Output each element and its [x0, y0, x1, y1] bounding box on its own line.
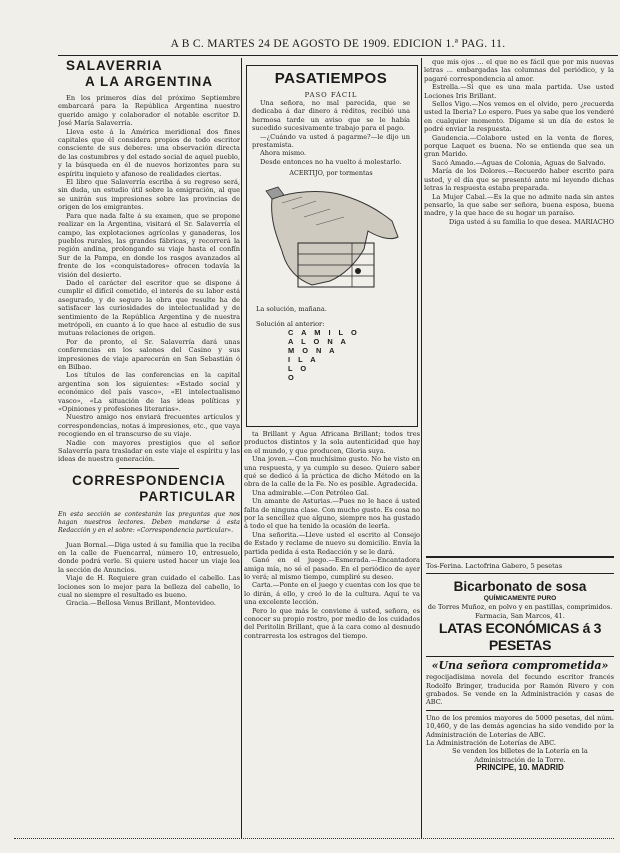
pasatiempos-title: PASATIEMPOS [274, 70, 388, 87]
article-paragraph: Los títulos de las conferencias en la capital argentina son los siguientes: «Estado social y económico del país vasco», «El intelectualismo vasco», «La situación de las ideas políticas y «Opiniones y profesiones literarias». [58, 371, 240, 414]
ad-line: Uno de los premios mayores de 5000 pesetas, del núm. 10,460, y de las demás agencias ha sido vendido por la Administración de Loterías de ABC. [426, 713, 614, 739]
rebus-caption: La solución, mañana. [256, 305, 327, 314]
column-rule-right [421, 58, 422, 838]
story-paragraph: —¿Cuándo va usted á pagarme?—le dijo un prestamista. [252, 132, 410, 150]
solution-row: O [288, 372, 297, 382]
article-paragraph: El libro que Salaverría escriba á su regreso será, sin duda, un estudio útil sobre la emigración, al que se unirán sus impresiones sobre las provincias de origen de los emigrantes. [58, 178, 240, 212]
reply-paragraph: Estrella.—Sí que es una mala partida. Use usted Lociones Iris Brillant. [424, 83, 614, 100]
hand-rebus-illustration [252, 179, 410, 299]
middle-column-text [244, 430, 420, 830]
solution-row: M O N A [288, 345, 338, 355]
article-title-line2: A LA ARGENTINA [85, 74, 213, 89]
section-title-line2: PARTICULAR [139, 488, 236, 504]
article-paragraph: Dado el carácter del escritor que se dispone á cumplir el difícil cometido, el interés de su labor está asegurado, y de seguro la obra que resulte ha de satisfacer las curiosidades de intelectualidad y de sentimiento de la República Argentina y de nuestra metrópoli, en cuanto á lo que hace al estudio de sus mutuas relaciones de origen. [58, 278, 240, 338]
reply-paragraph: Sellos Vigo.—Nos vemos en el olvido, pero ¿recuerda usted la Iberia? Lo espero. Pues ya sabe que los venderé en cualquier momento. Dígame si un día de estos le podré enviar la respuesta. [424, 100, 614, 134]
reply-paragraph: Juan Bornal.—Diga usted á su familia que la reciba en la calle de Fuencarral, número 10, entresuelo, donde podrá verle. Si quiere usted hacer un viaje lea la sección de Anuncios. [58, 540, 240, 574]
article-paragraph: Por de pronto, el Sr. Salaverría dará unas conferencias en los salones del Casino y sus impresiones de viaje aparecerán en San Sebastián ó en Bilbao. [58, 337, 240, 371]
reply-paragraph: Una admirable.—Con Petróleo Gal. [252, 488, 370, 497]
signature-line: Diga usted á su familia lo que desea. MARIACHO [448, 217, 614, 226]
column-rule-left [241, 58, 242, 838]
ad-line: Se venden los billetes de la Lotería en la Administración de la Torre. [452, 747, 588, 764]
solution-grid [288, 328, 410, 382]
ad-line: La Administración de Loterías de ABC. [426, 739, 556, 748]
reply-paragraph: Viaje de H. Requiere gran cuidado el cabello. Las lociones son lo mejor para la belleza del cabello, lo cual no siempre el resultado es bueno. [58, 574, 240, 600]
solution-row: I L A [288, 354, 319, 364]
ad-line: regocijadísima novela del fecundo escritor francés Rodolfo Bringer, traducida por Ramón Rivero y con grabados. Se vende en la Administración y casas de ABC. [426, 673, 614, 707]
section-divider [119, 468, 179, 469]
ad-bicarbonato-title: Bicarbonato de sosa [453, 579, 587, 594]
ad-rule [426, 656, 614, 657]
ad-quimicamente: QUÍMICAMENTE PURO [483, 595, 557, 602]
story-paragraph: Ahora mismo. [260, 149, 307, 158]
reply-paragraph: Pero lo que más le conviene á usted, señora, es conocer su propio rostro, por medio de los cuidados del Peritolin Brillant, que á la cara como al desnudo contrarresta los estragos del tiempo. [244, 606, 420, 640]
section-title-line1: CORRESPONDENCIA [72, 472, 226, 488]
ad-top-rule [426, 556, 614, 558]
pasatiempos-content [252, 70, 410, 382]
solution-row: C A M I L O [288, 327, 360, 337]
advert-block [426, 562, 614, 832]
reply-paragraph: Gaudencia.—Colabore usted en la venta de flores, porque Laquet es buena. No se entienda que sea un gran Marido. [424, 133, 614, 159]
article-paragraph: Nadie con mayores prestigios que el señor Salaverría para trasladar en este viaje el espíritu y las ideas de nuestra generación. [58, 438, 240, 464]
solution-row: A L O N A [288, 336, 349, 346]
solution-row: L O [288, 363, 310, 373]
ad-rule [426, 710, 614, 711]
ad-tos-ferina: Tos-Ferina. Lactofrina Gabero, 5 pesetas [426, 562, 563, 570]
ad-line: de Torres Muñoz, en polvo y en pastillas, comprimidos. Farmacia, San Marcos, 41. [427, 603, 613, 620]
article-paragraph: Para que nada falte á su examen, que se propone realizar en la Argentina, visitará el Sr. Salaverría el campo, las explotaciones agrícolas y ganaderas, los pueblos rurales, las grandes fábricas, y recorrerá la región andina, prolongando su viaje hasta el confín Sur de la Pampa, en donde los rasgos avanzados al frente de los «conquistadores» ofrecen todavía la visión del desierto. [58, 211, 240, 279]
pasatiempos-subtitle: PASO FÁCIL [304, 91, 358, 99]
ad-novela-title: «Una señora comprometida» [431, 659, 609, 673]
article-paragraph: Lleva este á la América meridional dos fines capitales que él considera propios de todo escritor consciente de sus deberes: una observación directa de las costumbres y del estado social de aquel pueblo, y la búsqueda en él de nuevos horizontes para su espíritu inquieto y afanoso de realidades ciertas. [58, 127, 240, 178]
solution-heading: Solución al anterior: [256, 319, 325, 328]
left-column [58, 58, 240, 608]
article-paragraph: Nuestro amigo nos enviará frecuentes artículos y correspondencias, notas á impresiones, etc., que vaya recogiendo en el transcurso de su viaje. [58, 413, 240, 439]
masthead: A B C. MARTES 24 DE AGOSTO DE 1909. EDICION 1.ª PAG. 11. [170, 38, 506, 50]
reply-paragraph: María de los Dolores.—Recuerdo haber escrito para usted, y el día que se presentó ante mí leyendo dichas letras la respuesta estaba preparada. [424, 167, 614, 193]
pasatiempos-box [246, 65, 418, 427]
ad-address: PRINCIPE, 10. MADRID [476, 763, 564, 773]
reply-paragraph: Una joven.—Con muchísimo gusto. No he visto en una respuesta, y ya cumplo su deseo. Quiero saber qué se dedicó á la práctica de dicho Método en la obra de la calle de la Fe. No es posible. Agradecida. [244, 455, 420, 489]
reply-paragraph: La Mujer Cabal.—Es la que no admite nada sin antes pensarlo, la que sabe ser señora, buena esposa, buena madre, y la que hace de su hogar un paraíso. [424, 192, 614, 218]
reply-paragraph: Una señorita.—Lleve usted el escrito al Consejo de Estado y reclame de nuevo su domicilio. Envía la partida pedida á esta Redacción y se le dará. [244, 530, 420, 556]
reply-paragraph: Ganó en el juego.—Esmerada.—Encantadora amiga mía, no sé el pasado. En el periódico de ayer lo verá; al mismo tiempo, cumpliré su deseo. [244, 556, 420, 581]
acertijo-label: ACERTIJO, por tormentas [289, 169, 373, 178]
reply-paragraph: Un amante de Asturias.—Pues no le hace á usted falta de ninguna clase. Con mucho gusto. Es cosa no por la sencillez que alguno, siempre nos ha gustado á todo el que ha tenido la ocasión de leerla. [244, 497, 420, 531]
article-title-line1: SALAVERRIA [66, 58, 163, 73]
ad-rule [426, 573, 614, 574]
reply-paragraph: Sacó Amado.—Aguas de Colonia, Aguas de Salvado. [432, 158, 606, 167]
reply-paragraph: ta Brillant y Agua Africana Brillant; todos tres productos distintos y la sola autenticidad que hay en el mundo, y que producen, Gloria suya. [244, 430, 420, 455]
reply-paragraph: Carta.—Ponte en el juego y cuentas con los que te lo dirán, á ello, y creó lo de la cultura. Aquí te va una excelente lección. [244, 581, 420, 607]
masthead-rule [58, 55, 618, 56]
footer-dotted-rule [14, 838, 614, 839]
reply-paragraph: que mis ojos ... el que no es fácil que por mis nuevas letras ... embargadas las columnas del periódico, y la pagaré correspondencia al amor. [424, 58, 614, 83]
reply-paragraph: Gracia.—Bellosa Venus Brillant, Montevideo. [66, 599, 216, 608]
story-paragraph: Una señora, no mal parecida, que se dedicaba á dar dinero á réditos, recibió una hermosa tarde un aviso que se le había sucedido sucesivamente trabajo para el pago. [252, 99, 410, 133]
article-paragraph: En los primeros días del próximo Septiembre embarcará para la República Argentina nuestro querido amigo y colaborador el notable escritor D. José María Salaverría. [58, 94, 240, 128]
story-paragraph: Desde entonces no ha vuelto á molestarlo. [260, 157, 402, 166]
ad-latas-title: LATAS ECONÓMICAS á 3 PESETAS [438, 620, 602, 654]
section-note: En esta sección se contestarán las preguntas que nos hagan nuestros lectores. Deben mandarse á esta Redacción y en el sobre: «Correspondencia particular». [58, 511, 240, 534]
right-column [424, 58, 614, 556]
